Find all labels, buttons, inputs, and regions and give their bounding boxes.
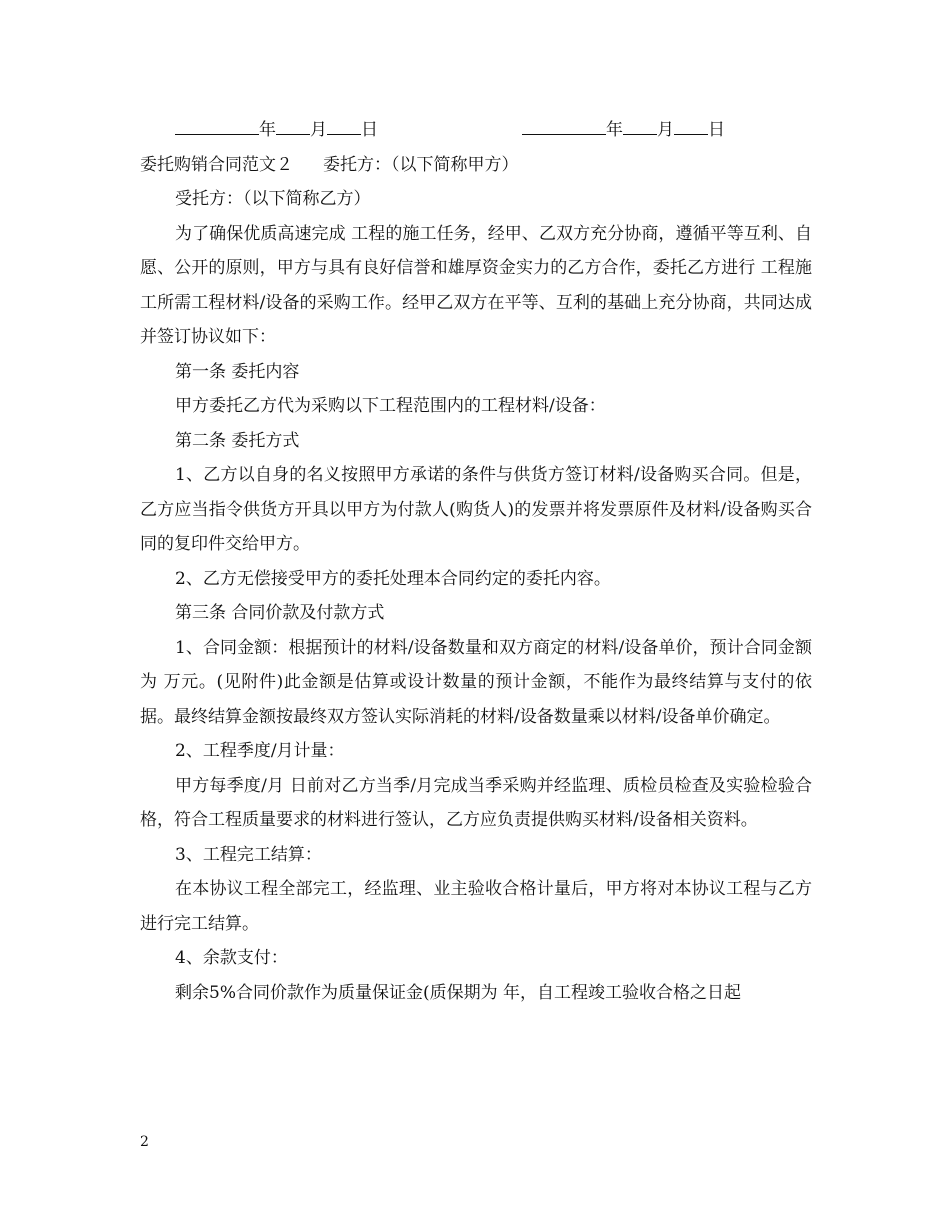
paragraph: 为了确保优质高速完成 工程的施工任务，经甲、乙双方充分协商，遵循平等互利、自愿、公开的原则，甲方与具有良好信誉和雄厚资金实力的乙方合作，委托乙方进行 工程施工所需工程材料/设备的采购工作。经甲乙双方在平等、互利的基础上充分协商，共同达成并签订协议如下： <box>140 223 812 347</box>
paragraph: 1、乙方以自身的名义按照甲方承诺的条件与供货方签订材料/设备购买合同。但是，乙方应当指令供货方开具以甲方为付款人(购货人)的发票并将发票原件及材料/设备购买合同的复印件交给甲方。 <box>140 465 812 554</box>
paragraph: 剩余5%合同价款作为质量保证金(质保期为 年，自工程竣工验收合格之日起 <box>175 982 742 1003</box>
party-b-date: 年 月 日 <box>522 113 725 148</box>
paragraph: 1、合同金额：根据预计的材料/设备数量和双方商定的材料/设备单价，预计合同金额为 万元。(见附件)此金额是估算或设计数量的预计金额，不能作为最终结算与支付的依据。最终结算金额按最终双方签认实际消耗的材料/设备数量乘以材料/设备单价确定。 <box>140 637 812 727</box>
paragraph: 在本协议工程全部完工，经监理、业主验收合格计量后，甲方将对本协议工程与乙方进行完工结算。 <box>140 879 812 934</box>
section-heading: 第一条 委托内容 <box>175 361 300 382</box>
section-heading: 第三条 合同价款及付款方式 <box>175 603 385 623</box>
subheading: 2、工程季度/月计量： <box>175 741 345 761</box>
document-title: 委托购销合同范文２ <box>140 154 293 175</box>
title-line <box>140 148 812 183</box>
paragraph: 甲方每季度/月 日前对乙方当季/月完成当季采购并经监理、质检员检查及实验检验合格，符合工程质量要求的材料进行签认，乙方应负责提供购买材料/设备相关资料。 <box>140 775 812 830</box>
client-party-label: 委托方：（以下简称甲方） <box>323 154 519 175</box>
day-blank <box>327 117 361 135</box>
day-blank <box>674 117 708 135</box>
subheading: 4、余款支付： <box>175 948 288 968</box>
year-blank <box>522 117 606 135</box>
paragraph: 甲方委托乙方代为采购以下工程范围内的工程材料/设备： <box>175 396 606 416</box>
document-body <box>140 113 812 1010</box>
page-number: 2 <box>140 1134 149 1150</box>
party-a-date: 年 月 日 <box>175 113 378 148</box>
section-heading: 第二条 委托方式 <box>175 430 300 451</box>
paragraph: 2、乙方无偿接受甲方的委托处理本合同约定的委托内容。 <box>175 568 611 589</box>
month-blank <box>623 117 657 135</box>
paragraph: 受托方：（以下简称乙方） <box>175 189 371 209</box>
year-blank <box>175 117 259 135</box>
signature-date-row <box>140 113 812 148</box>
month-blank <box>276 117 310 135</box>
subheading: 3、工程完工结算： <box>175 844 322 865</box>
